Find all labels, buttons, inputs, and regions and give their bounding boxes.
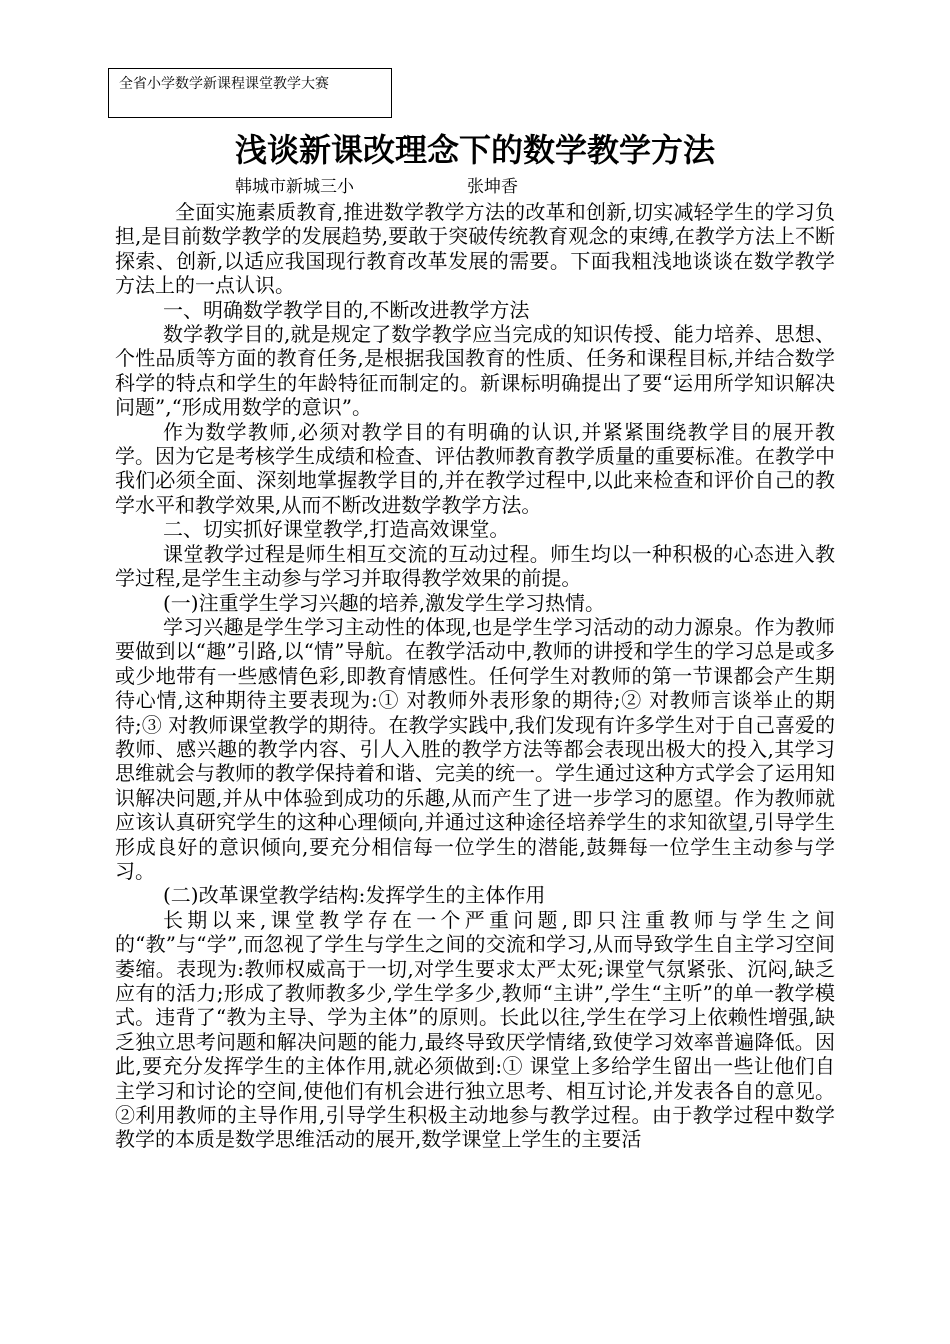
contest-label-box <box>108 68 392 118</box>
author-school: 韩城市新城三小 <box>235 177 354 197</box>
body-paragraph: 学习兴趣是学生学习主动性的体现,也是学生学习活动的动力源泉。作为教师要做到以“趣”引路,以“情”导航。在教学活动中,教师的讲授和学生的学习总是或多或少地带有一些感情色彩,即教育情感性。任何学生对教师的第一节课都会产生期待心情,这种期待主要表现为:① 对教师外表形象的期待;② 对教师言谈举止的期待;③ 对教师课堂教学的期待。在教学实践中,我们发现有许多学生对于自己喜爱的教师、感兴趣的教学内容、引人入胜的教学方法等都会表现出极大的投入,其学习思维就会与教师的教学保持着和谐、完美的统一。学生通过这种方式学会了运用知识解决问题,并从中体验到成功的乐趣,从而产生了进一步学习的愿望。作为教师就应该认真研究学生的这种心理倾向,并通过这种途径培养学生的求知欲望,引导学生形成良好的意识倾向,要充分相信每一位学生的潜能,鼓舞每一位学生主动参与学习。 <box>115 614 835 883</box>
subsection-heading-2: (二)改革课堂教学结构:发挥学生的主体作用 <box>163 883 546 908</box>
author-name: 张坤香 <box>467 177 518 197</box>
body-paragraph: 课堂教学过程是师生相互交流的互动过程。师生均以一种积极的心态进入教学过程,是学生主动参与学习并取得教学效果的前提。 <box>115 541 835 591</box>
body-paragraph: 长期以来,课堂教学存在一个严重问题,即只注重教师与学生之间的“教”与“学”,而忽视了学生与学生之间的交流和学习,从而导致学生自主学习空间萎缩。表现为:教师权威高于一切,对学生要求太严太死;课堂气氛紧张、沉闷,缺乏应有的活力;形成了教师教多少,学生学多少,教师“主讲”,学生“主听”的单一教学模式。违背了“教为主导、学为主体”的原则。长此以往,学生在学习上依赖性增强,缺乏独立思考问题和解决问题的能力,最终导致厌学情绪,致使学习效率普遍降低。因此,要充分发挥学生的主体作用,就必须做到:① 课堂上多给学生留出一些让他们自主学习和讨论的空间,使他们有机会进行独立思考、相互讨论,并发表各自的意见。②利用教师的主导作用,引导学生积极主动地参与教学过程。由于教学过程中数学教学的本质是数学思维活动的展开,数学课堂上学生的主要活 <box>115 907 835 1152</box>
intro-paragraph: 全面实施素质教育,推进数学教学方法的改革和创新,切实减轻学生的学习负担,是目前数学教学的发展趋势,要敢于突破传统教育观念的束缚,在教学方法上不断探索、创新,以适应我国现行教育改革发展的需要。下面我粗浅地谈谈在数学教学方法上的一点认识。 <box>115 200 835 298</box>
article-body <box>115 200 835 1152</box>
author-line <box>235 175 518 199</box>
body-paragraph: 数学教学目的,就是规定了数学教学应当完成的知识传授、能力培养、思想、个性品质等方面的教育任务,是根据我国教育的性质、任务和课程目标,并结合数学科学的特点和学生的年龄特征而制定的。新课标明确提出了要“运用所学知识解决问题”,“形成用数学的意识”。 <box>115 322 835 420</box>
section-heading-1: 一、明确数学教学目的,不断改进教学方法 <box>163 297 530 322</box>
body-paragraph: 作为数学教师,必须对教学目的有明确的认识,并紧紧围绕教学目的展开教学。因为它是考核学生成绩和检查、评估教师教育教学质量的重要标准。在教学中我们必须全面、深刻地掌握教学目的,并在教学过程中,以此来检查和评价自己的教学水平和教学效果,从而不断改进数学教学方法。 <box>115 419 835 517</box>
section-heading-2: 二、切实抓好课堂教学,打造高效课堂。 <box>163 517 510 542</box>
subsection-heading-1: (一)注重学生学习兴趣的培养,激发学生学习热情。 <box>163 590 605 615</box>
document-title: 浅谈新课改理念下的数学教学方法 <box>234 131 715 169</box>
contest-label: 全省小学数学新课程课堂教学大赛 <box>119 76 329 92</box>
